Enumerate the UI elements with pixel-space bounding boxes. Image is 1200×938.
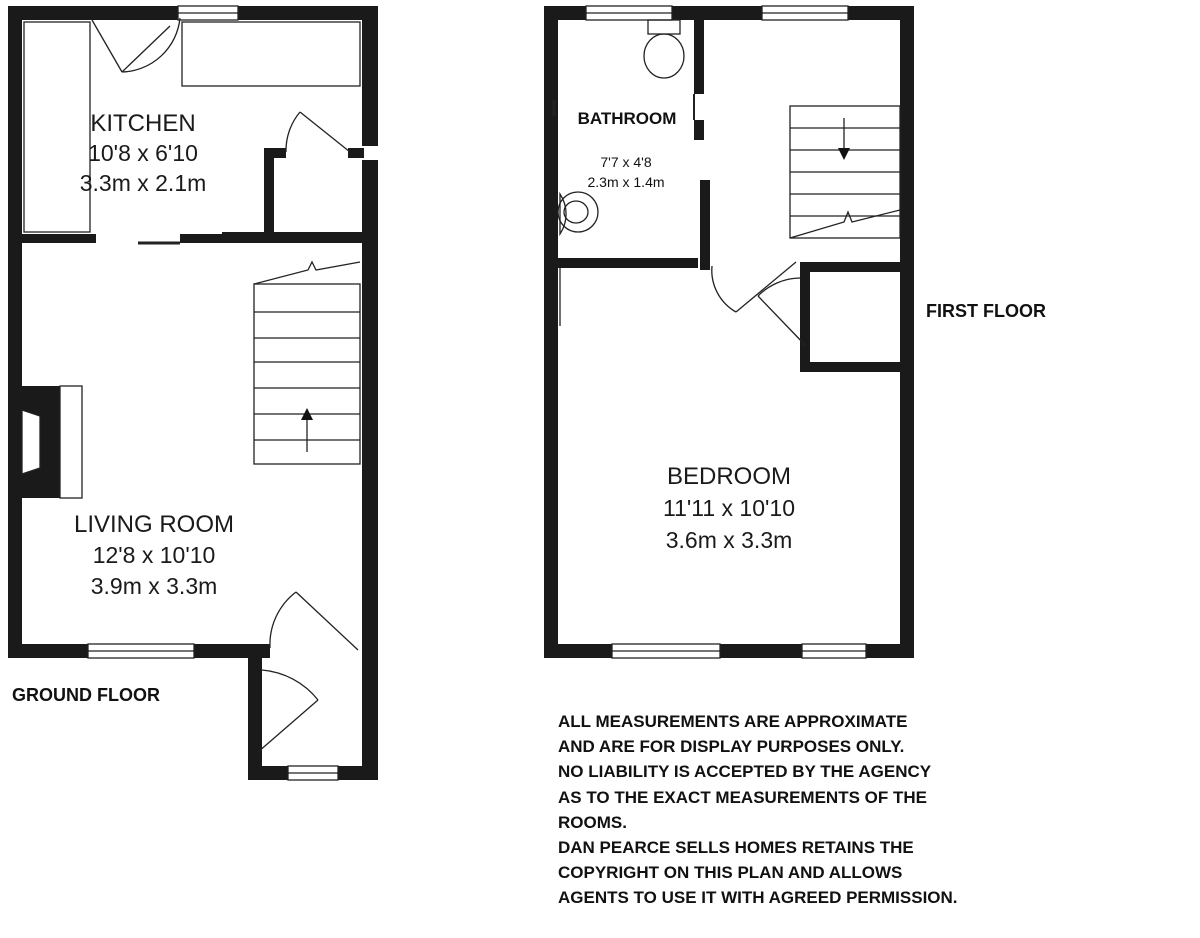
porch-left-wall (248, 644, 262, 780)
cupboard-bottom-wall-first (800, 362, 914, 372)
disclaimer-line: AS TO THE EXACT MEASUREMENTS OF THE (558, 787, 927, 807)
cupboard-door (300, 112, 350, 152)
ground-left-wall (8, 6, 22, 658)
ground-right-wall-upper (362, 6, 378, 146)
bathroom-bottom-wall (558, 258, 698, 268)
first-top-wall-b (672, 6, 762, 20)
toilet-bowl (644, 34, 684, 78)
kitchen-worktop-top (182, 22, 360, 86)
toilet-cistern (648, 20, 680, 34)
disclaimer-line: DAN PEARCE SELLS HOMES RETAINS THE (558, 838, 914, 858)
first-floor-walls (544, 6, 914, 658)
bathroom-wall-mid (694, 120, 704, 140)
living-room-imperial: 12'8 x 10'10 (92, 542, 216, 568)
front-door-inner (296, 592, 358, 650)
ground-top-wall-left (8, 6, 178, 20)
ground-floor-label: GROUND FLOOR (12, 685, 160, 705)
cupboard-left-wall-first (800, 262, 810, 372)
bathroom-wall-lower (700, 180, 710, 270)
first-bottom-wall-c (866, 644, 914, 658)
bedroom-metric: 3.6m x 3.3m (665, 527, 793, 553)
disclaimer-line: AND ARE FOR DISPLAY PURPOSES ONLY. (558, 737, 905, 757)
bathroom-name: BATHROOM (577, 109, 677, 128)
living-room-metric: 3.9m x 3.3m (90, 573, 218, 599)
ground-bottom-wall-left (8, 644, 88, 658)
bedroom-imperial: 11'11 x 10'10 (663, 495, 795, 521)
ground-top-wall-right (238, 6, 378, 20)
first-right-wall (900, 6, 914, 658)
first-bottom-wall-a (544, 644, 612, 658)
bathroom-imperial: 7'7 x 4'8 (600, 154, 652, 170)
disclaimer-line: AGENTS TO USE IT WITH AGREED PERMISSION. (558, 888, 958, 908)
first-bottom-wall-b (720, 644, 802, 658)
fireplace-opening (22, 410, 40, 474)
kitchen-back-door (92, 20, 122, 72)
disclaimer-line: COPYRIGHT ON THIS PLAN AND ALLOWS (558, 863, 903, 883)
porch-bottom-left (248, 766, 288, 780)
living-room-name: LIVING ROOM (73, 511, 235, 538)
cupboard-door-first (758, 296, 806, 346)
disclaimer-line: ROOMS. (558, 812, 627, 832)
kitchen-divider-left (8, 234, 96, 243)
kitchen-name: KITCHEN (90, 110, 196, 137)
disclaimer-line: ALL MEASUREMENTS ARE APPROXIMATE (558, 712, 908, 731)
bathroom-metric: 2.3m x 1.4m (587, 174, 665, 190)
disclaimer-line: NO LIABILITY IS ACCEPTED BY THE AGENCY (558, 762, 932, 782)
kitchen-divider-right (222, 232, 378, 243)
first-left-wall (544, 6, 558, 658)
ground-right-wall-lower (362, 160, 378, 780)
cupboard-top-wall (264, 148, 286, 158)
kitchen-divider-mid (180, 234, 222, 243)
arrow-down-head (838, 148, 850, 160)
cupboard-wall (264, 148, 274, 238)
disclaimer-notice (558, 709, 1078, 911)
first-top-wall-a (544, 6, 586, 20)
cupboard-top-wall-right (348, 148, 364, 158)
kitchen-worktop-left (24, 22, 90, 232)
cupboard-top-wall-first (800, 262, 914, 272)
kitchen-imperial: 10'8 x 6'10 (88, 140, 198, 166)
fireplace-hearth (60, 386, 82, 498)
kitchen-metric: 3.3m x 2.1m (79, 170, 207, 196)
first-floor-label: FIRST FLOOR (926, 301, 1046, 321)
first-floor-fixtures (554, 6, 900, 658)
porch-door (258, 700, 318, 752)
porch-bottom-right (338, 766, 378, 780)
bathroom-wall-upper (694, 20, 704, 94)
bedroom-name: BEDROOM (666, 463, 792, 490)
bedroom-door-swing (712, 266, 736, 312)
